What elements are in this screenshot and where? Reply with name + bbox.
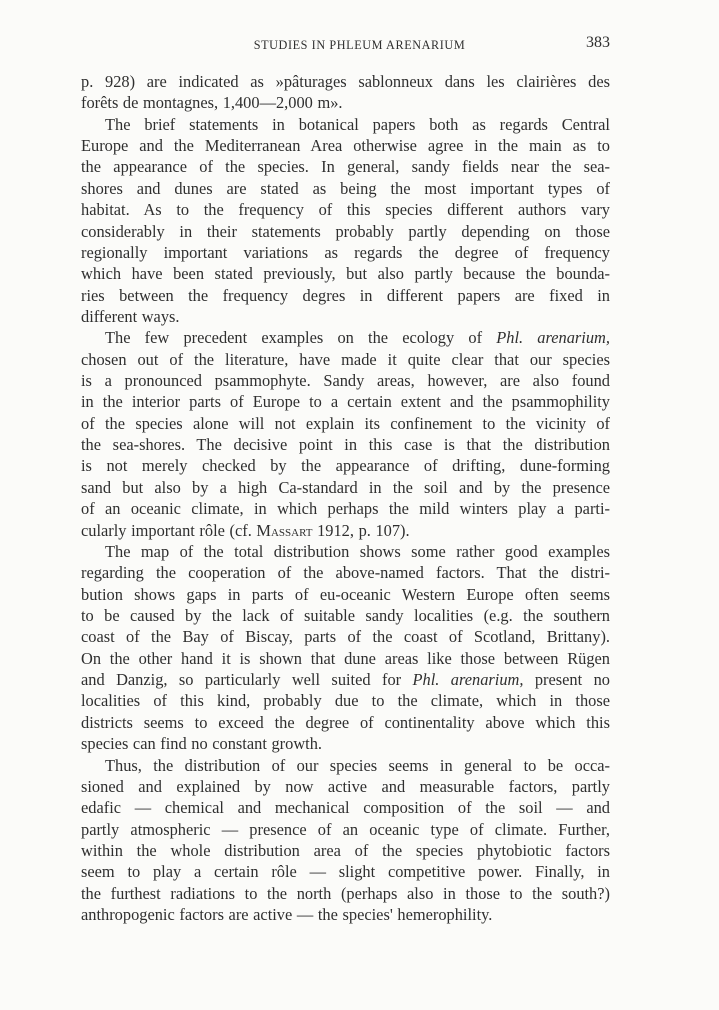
text-segment: present no	[523, 670, 610, 690]
text-line	[81, 434, 610, 455]
text-line	[81, 455, 610, 476]
text-line	[81, 156, 610, 177]
text-segment: within the whole distribution area of the species phytobiotic factors	[81, 840, 610, 860]
text-line	[81, 776, 610, 797]
text-segment: the appearance of the species. In general, sandy fields near the sea-	[81, 157, 610, 177]
text-line	[81, 562, 610, 583]
text-line	[81, 797, 610, 818]
text-line	[81, 861, 610, 882]
page-number: 383	[586, 34, 610, 51]
text-segment: On the other hand it is shown that dune areas like those between Rügen	[81, 648, 610, 668]
text-line	[81, 92, 610, 113]
text-segment: The brief statements in botanical papers both as regards Central	[105, 114, 610, 134]
text-segment: districts seems to exceed the degree of continentality above which this	[81, 712, 610, 732]
text-segment: sand but also by a high Ca-standard in the soil and by the presence	[81, 477, 610, 497]
running-head: STUDIES IN PHLEUM ARENARIUM	[253, 38, 466, 52]
italic-species-name: Phl. arenarium,	[496, 328, 610, 348]
text-line	[81, 498, 610, 519]
text-line	[81, 135, 610, 156]
text-line	[81, 755, 610, 776]
text-segment: which have been stated previously, but also partly because the bounda-	[81, 264, 610, 284]
text-line	[81, 669, 610, 690]
text-line	[81, 584, 610, 605]
text-line	[81, 242, 610, 263]
text-segment: the sea-shores. The decisive point in this case is that the distribution	[81, 435, 610, 455]
text-line	[81, 370, 610, 391]
text-line	[81, 840, 610, 861]
text-line	[81, 285, 610, 306]
text-segment: the furthest radiations to the north (perhaps also in those to the south?)	[81, 883, 610, 903]
text-segment: considerably in their statements probably partly depending on those	[81, 221, 610, 241]
text-line	[81, 819, 610, 840]
text-line	[81, 349, 610, 370]
text-line	[81, 904, 610, 925]
text-segment: localities of this kind, probably due to the climate, which in those	[81, 691, 610, 711]
text-segment: ries between the frequency degres in different papers are fixed in	[81, 285, 610, 305]
text-segment: of an oceanic climate, in which perhaps the mild winters play a parti-	[81, 499, 610, 519]
text-segment: forêts de montagnes, 1,400—2,000 m».	[81, 93, 343, 113]
italic-species-name: Phl. arenarium,	[412, 670, 524, 690]
text-line	[81, 413, 610, 434]
text-line	[81, 626, 610, 647]
text-segment: bution shows gaps in parts of eu-oceanic Western Europe often seems	[81, 584, 610, 604]
text-segment: species can find no constant growth.	[81, 734, 323, 754]
text-segment: to be caused by the lack of suitable sandy localities (e.g. the southern	[81, 605, 610, 625]
text-segment: sioned and explained by now active and measurable factors, partly	[81, 776, 610, 796]
body-text	[81, 71, 610, 925]
text-segment: 1912, p. 107).	[312, 520, 410, 540]
text-line	[81, 605, 610, 626]
text-segment: Europe and the Mediterranean Area otherwise agree in the main as to	[81, 136, 610, 156]
text-line	[81, 306, 610, 327]
text-segment: regarding the cooperation of the above-named factors. That the distri-	[81, 563, 610, 583]
text-segment: cularly important rôle (cf.	[81, 520, 257, 540]
text-line	[81, 690, 610, 711]
text-segment: seem to play a certain rôle — slight competitive power. Finally, in	[81, 862, 610, 882]
text-segment: and Danzig, so particularly well suited for	[81, 670, 413, 690]
text-segment: The map of the total distribution shows some rather good examples	[105, 541, 610, 561]
text-line	[81, 263, 610, 284]
text-line	[81, 114, 610, 135]
text-line	[81, 520, 610, 541]
text-line	[81, 648, 610, 669]
text-segment: is not merely checked by the appearance of drifting, dune-forming	[81, 456, 610, 476]
text-line	[81, 477, 610, 498]
text-line	[81, 712, 610, 733]
text-segment: of the species alone will not explain its confinement to the vicinity of	[81, 413, 610, 433]
text-segment: edafic — chemical and mechanical composition of the soil — and	[81, 798, 610, 818]
text-segment: shores and dunes are stated as being the most important types of	[81, 178, 610, 198]
text-segment: is a pronounced psammophyte. Sandy areas, however, are also found	[81, 371, 610, 391]
text-line	[81, 541, 610, 562]
text-segment: coast of the Bay of Biscay, parts of the coast of Scotland, Brittany).	[81, 627, 610, 647]
text-line	[81, 883, 610, 904]
text-segment: in the interior parts of Europe to a certain extent and the psammophility	[81, 392, 610, 412]
text-segment: partly atmospheric — presence of an oceanic type of climate. Further,	[81, 819, 610, 839]
author-citation: Massart	[256, 520, 313, 540]
text-line	[81, 199, 610, 220]
text-segment: anthropogenic factors are active — the species' hemerophility.	[81, 905, 493, 925]
text-segment: Thus, the distribution of our species seems in general to be occa-	[105, 755, 610, 775]
text-line	[81, 221, 610, 242]
text-segment: The few precedent examples on the ecology of	[105, 328, 497, 348]
text-segment: regionally important variations as regards the degree of frequency	[81, 242, 610, 262]
text-line	[81, 327, 610, 348]
text-line	[81, 71, 610, 92]
text-segment: different ways.	[81, 306, 180, 326]
text-segment: habitat. As to the frequency of this species different authors vary	[81, 200, 610, 220]
text-segment: p. 928) are indicated as »pâturages sablonneux dans les clairières des	[81, 72, 610, 91]
text-line	[81, 733, 610, 754]
text-line	[81, 391, 610, 412]
text-segment: chosen out of the literature, have made it quite clear that our species	[81, 349, 610, 369]
text-line	[81, 178, 610, 199]
